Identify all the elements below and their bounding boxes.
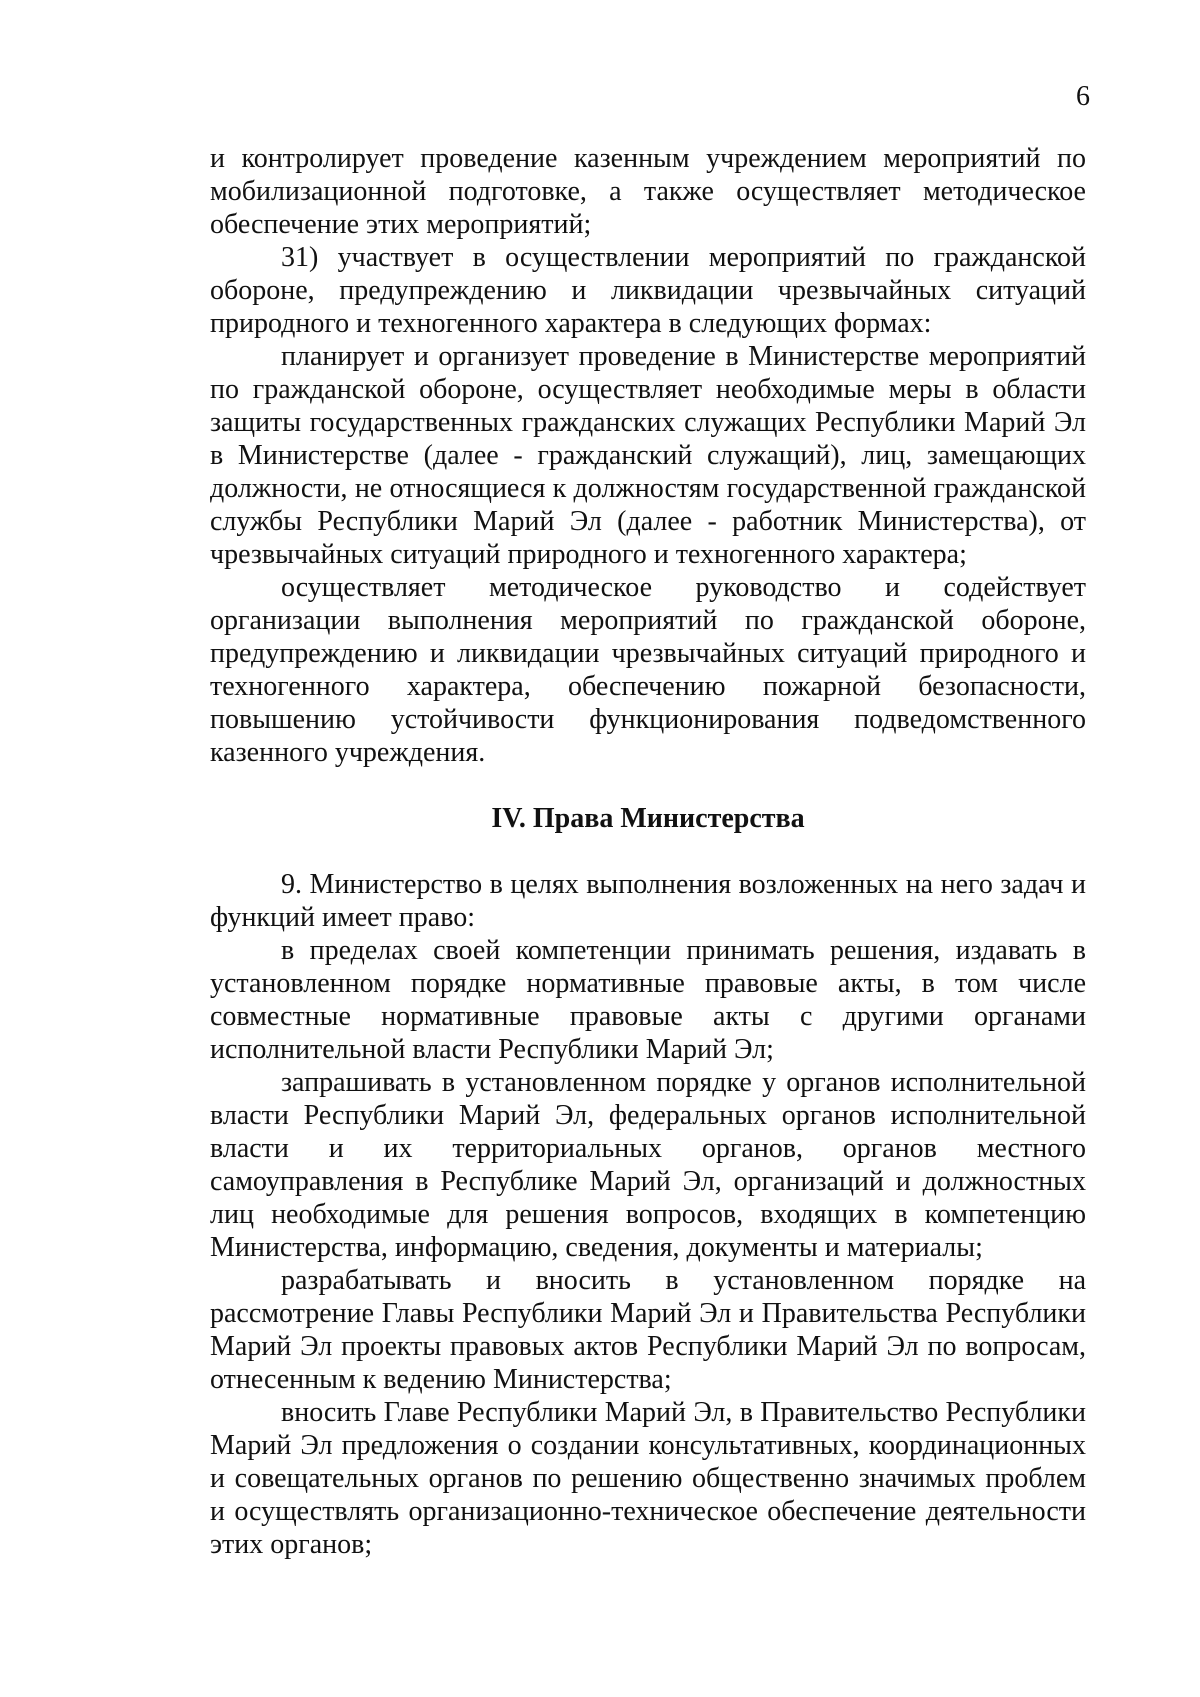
page-number: 6 — [1076, 81, 1090, 112]
paragraph-continuation: и контролирует проведение казенным учреждением мероприятий по мобилизационной подготовке, а также осуществляет методическое обеспечение этих мероприятий; — [210, 143, 1086, 240]
paragraph-methodical-guidance: осуществляет методическое руководство и содействует организации выполнения мероприятий по гражданской обороне, предупреждению и ликвидации чрезвычайных ситуаций природного и техногенного характера, обеспечению пожарной безопасности, повышению устойчивости функционирования подведомственного казенного учреждения. — [210, 572, 1086, 768]
paragraph-right-draft-acts: разрабатывать и вносить в установленном порядке на рассмотрение Главы Республики Марий Эл и Правительства Республики Марий Эл проекты правовых актов Республики Марий Эл по вопросам, отнесенным к ведению Министерства; — [210, 1265, 1086, 1395]
paragraph-item-31: 31) участвует в осуществлении мероприятий по гражданской обороне, предупреждению и ликвидации чрезвычайных ситуаций природного и техногенного характера в следующих формах: — [210, 242, 1086, 339]
paragraph-right-request-info: запрашивать в установленном порядке у органов исполнительной власти Республики Марий Эл, федеральных органов исполнительной власти и их территориальных органов, органов местного самоуправления в Республике Марий Эл, организаций и должностных лиц необходимые для решения вопросов, входящих в компетенцию Министерства, информацию, сведения, документы и материалы; — [210, 1067, 1086, 1263]
paragraph-civil-defense-planning: планирует и организует проведение в Министерстве мероприятий по гражданской обороне, осуществляет необходимые меры в области защиты государственных гражданских служащих Республики Марий Эл в Министерстве (далее - гражданский служащий), лиц, замещающих должности, не относящиеся к должностям государственной гражданской службы Республики Марий Эл (далее - работник Министерства), от чрезвычайных ситуаций природного и техногенного характера; — [210, 341, 1086, 570]
paragraph-right-proposals: вносить Главе Республики Марий Эл, в Правительство Республики Марий Эл предложения о создании консультативных, координационных и совещательных органов по решению общественно значимых проблем и осуществлять организационно-техническое обеспечение деятельности этих органов; — [210, 1397, 1086, 1560]
document-body — [210, 142, 1086, 1561]
section-heading: IV. Права Министерства — [491, 803, 805, 834]
paragraph-item-9: 9. Министерство в целях выполнения возложенных на него задач и функций имеет право: — [210, 869, 1086, 933]
paragraph-right-decisions: в пределах своей компетенции принимать решения, издавать в установленном порядке нормативные правовые акты, в том числе совместные нормативные правовые акты с другими органами исполнительной власти Республики Марий Эл; — [210, 935, 1086, 1065]
